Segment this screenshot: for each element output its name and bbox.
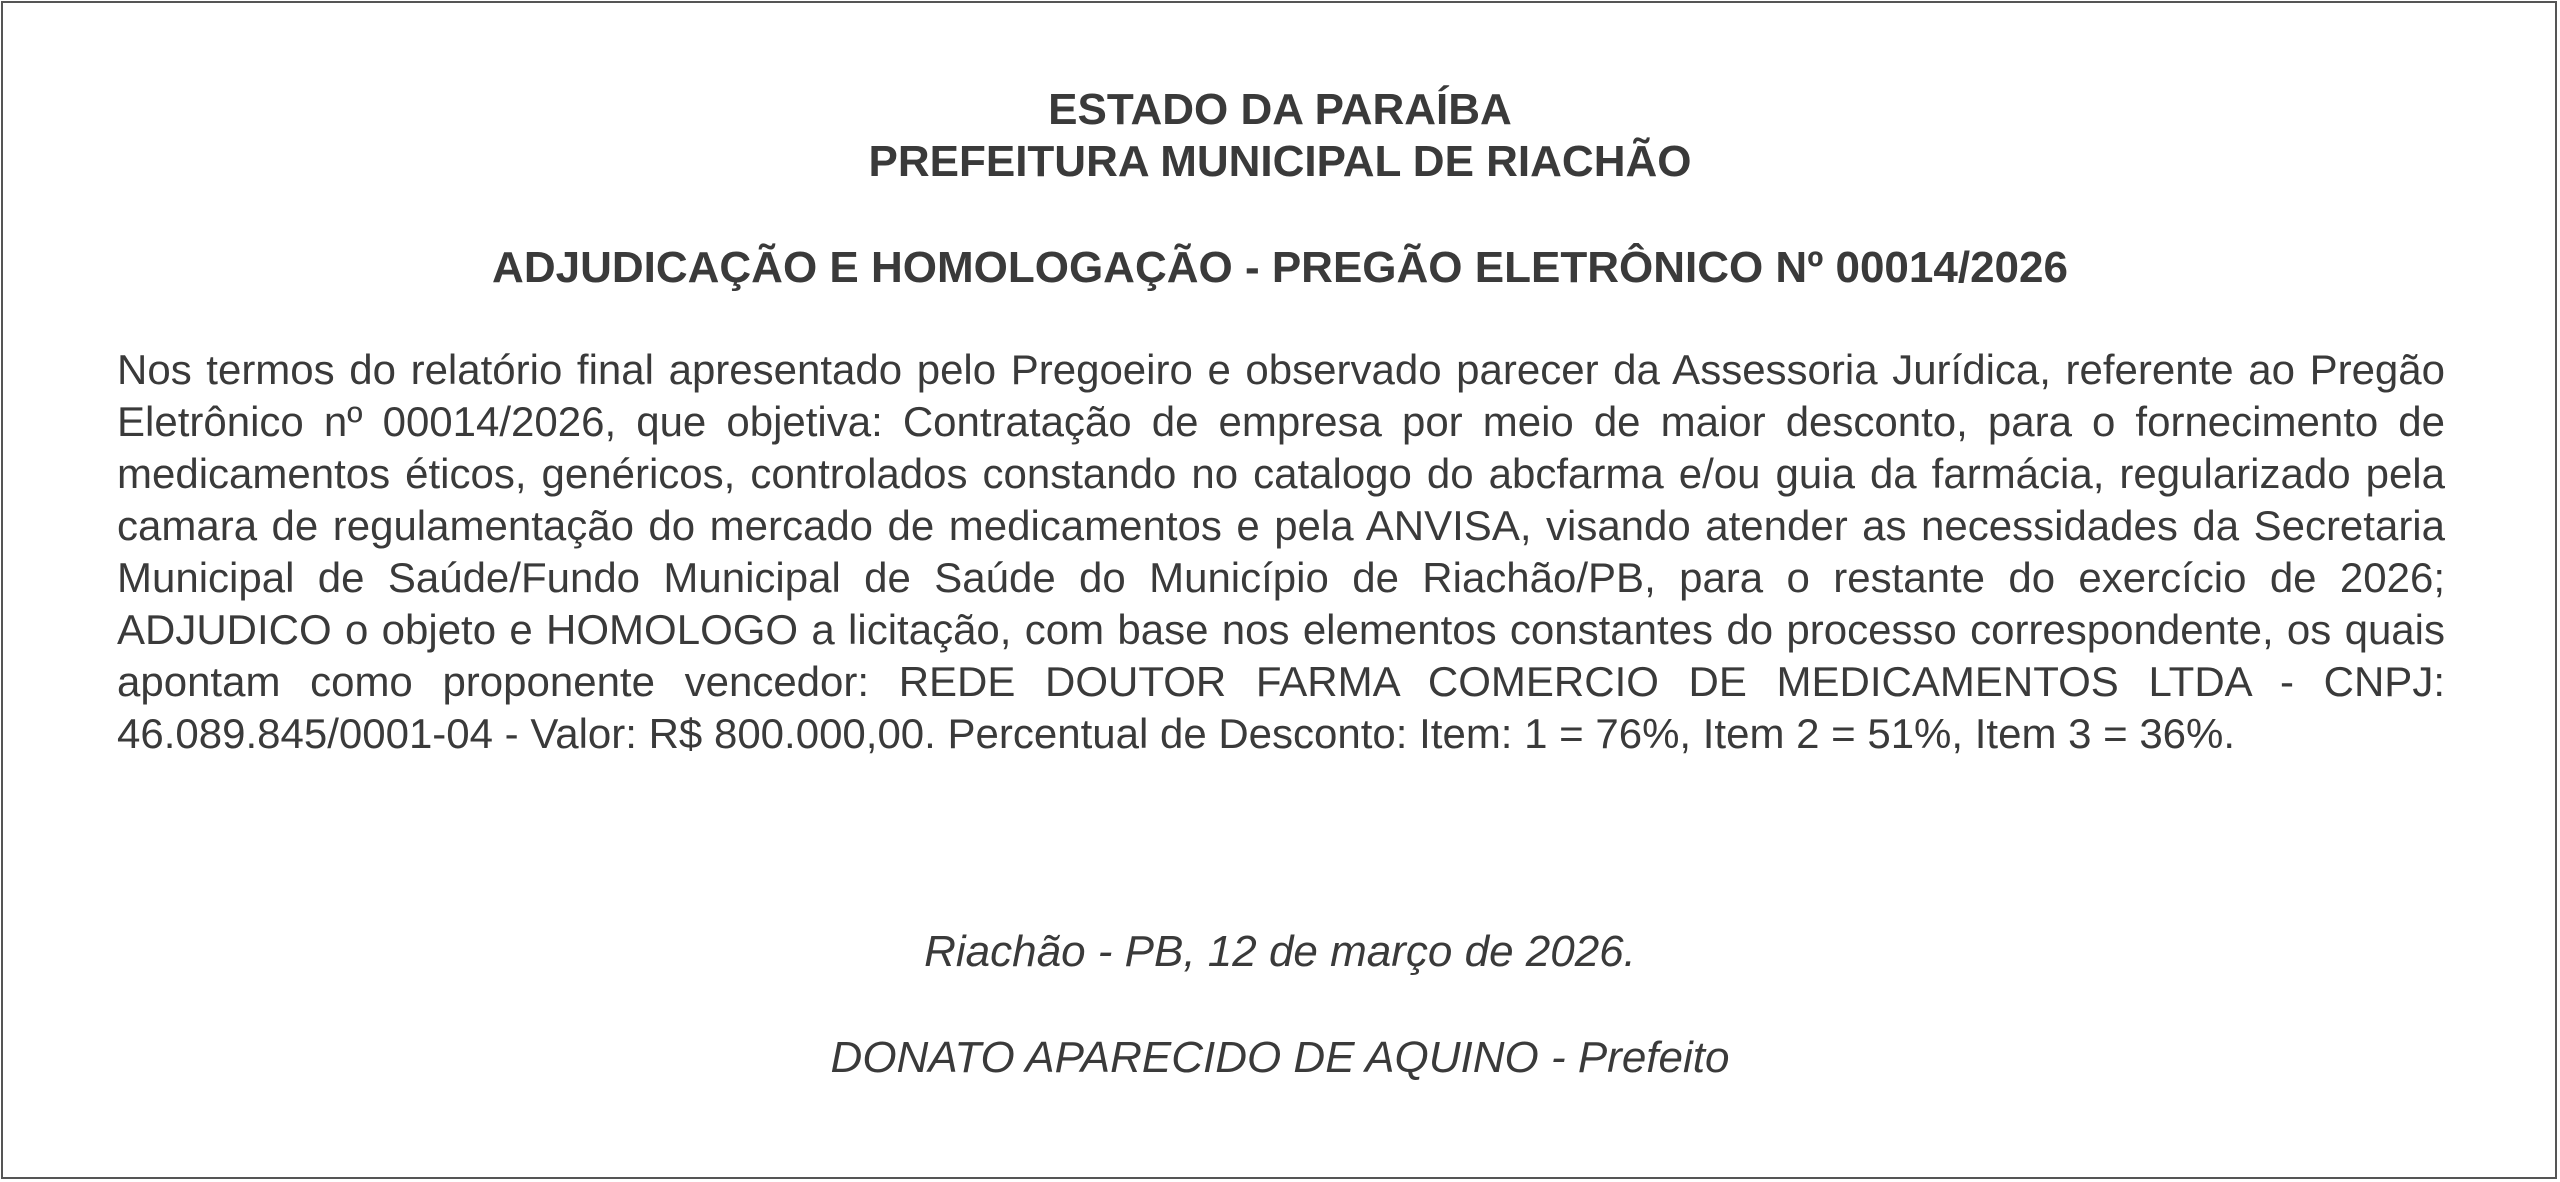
municipality-heading: PREFEITURA MUNICIPAL DE RIACHÃO [868, 137, 1692, 186]
state-heading: ESTADO DA PARAÍBA [1048, 85, 1512, 134]
signature-line: DONATO APARECIDO DE AQUINO - Prefeito [830, 1033, 1730, 1082]
document-title: ADJUDICAÇÃO E HOMOLOGAÇÃO - PREGÃO ELETRÔNICO Nº 00014/2026 [492, 243, 2068, 292]
place-date: Riachão - PB, 12 de março de 2026. [924, 927, 1636, 976]
body-paragraph: Nos termos do relatório final apresentado pelo Pregoeiro e observado parecer da Assessoria Jurídica, referente ao Pregão Eletrônico nº 00014/2026, que objetiva: Contratação de empresa por meio de maior desconto, para o fornecimento de medicamentos éticos, genéricos, controlados constando no catalogo do abcfarma e/ou guia da farmácia, regularizado pela camara de regulamentação do mercado de medicamentos e pela ANVISA, visando atender as necessidades da Secretaria Municipal de Saúde/Fundo Municipal de Saúde do Município de Riachão/PB, para o restante do exercício de 2026; ADJUDICO o objeto e HOMOLOGO a licitação, com base nos elementos constantes do processo correspondente, os quais apontam como proponente vencedor: REDE DOUTOR FARMA COMERCIO DE MEDICAMENTOS LTDA - CNPJ: 46.089.845/0001-04 - Valor: R$ 800.000,00. Percentual de Desconto: Item: 1 = 76%, Item 2 = 51%, Item 3 = 36%. [117, 346, 2445, 757]
